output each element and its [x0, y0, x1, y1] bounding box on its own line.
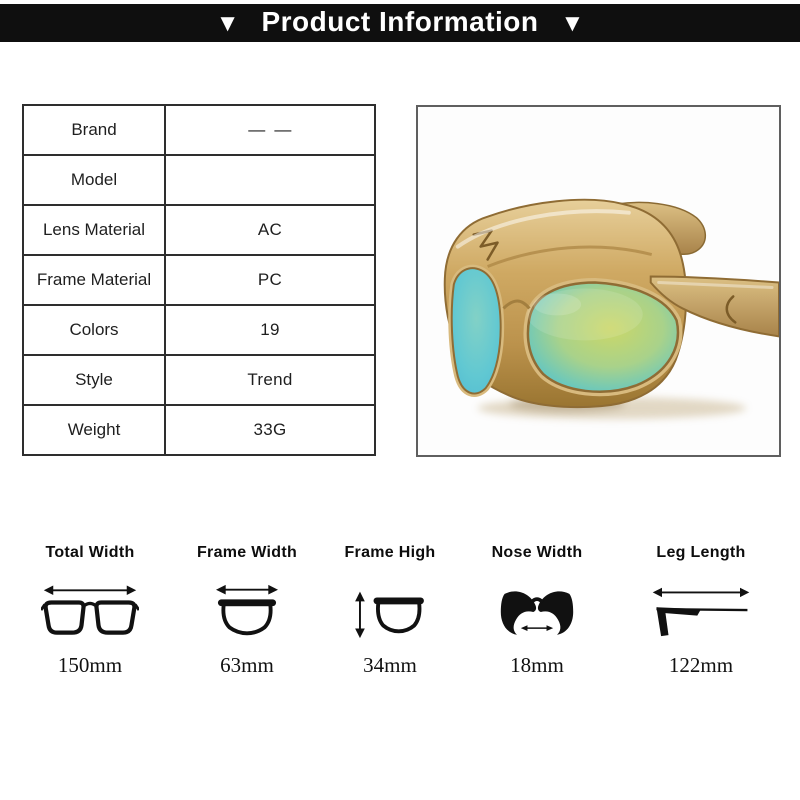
table-row — [23, 305, 375, 355]
section-header-bar — [0, 4, 800, 42]
sunglasses-image — [418, 107, 779, 455]
measurement-label: Frame High — [344, 544, 436, 561]
measurement-value: 150mm — [57, 653, 123, 677]
measurement-value: 18mm — [510, 653, 564, 677]
measurement-frame-width — [172, 544, 322, 678]
measurement-value: 122mm — [668, 653, 734, 677]
spec-label: Model — [23, 155, 165, 205]
spec-label: Colors — [23, 305, 165, 355]
lens-width-icon — [172, 575, 322, 647]
measurement-value: 34mm — [363, 653, 417, 677]
table-row — [23, 155, 375, 205]
measurement-leg-length — [626, 544, 776, 678]
spec-value: AC — [165, 205, 375, 255]
spec-value: PC — [165, 255, 375, 305]
spec-label: Style — [23, 355, 165, 405]
table-row — [23, 205, 375, 255]
measurement-value: 63mm — [220, 653, 274, 677]
table-row — [23, 255, 375, 305]
spec-value: Trend — [165, 355, 375, 405]
spec-value: 33G — [165, 405, 375, 455]
lens-height-icon — [315, 575, 465, 647]
spec-value: 19 — [165, 305, 375, 355]
glasses-front-width-icon — [15, 575, 165, 647]
spec-label: Brand — [23, 105, 165, 155]
measurement-total-width — [15, 544, 165, 678]
spec-value: — — — [165, 105, 375, 155]
measurement-label: Total Width — [45, 544, 135, 561]
spec-table — [22, 104, 376, 456]
spec-label: Frame Material — [23, 255, 165, 305]
spec-label: Weight — [23, 405, 165, 455]
section-title: Product Information — [261, 6, 539, 37]
table-row — [23, 105, 375, 155]
temple-arm-icon — [626, 575, 776, 647]
measurement-label: Leg Length — [656, 544, 746, 561]
measurement-frame-high — [315, 544, 465, 678]
spec-value — [165, 155, 375, 205]
spec-label: Lens Material — [23, 205, 165, 255]
measurement-label: Frame Width — [196, 544, 298, 561]
triangle-down-icon: ▼ — [560, 10, 585, 37]
measurement-label: Nose Width — [491, 544, 583, 561]
product-photo — [416, 105, 781, 457]
measurement-nose-width — [462, 544, 612, 678]
triangle-down-icon: ▼ — [215, 10, 240, 37]
table-row — [23, 405, 375, 455]
nose-bridge-icon — [462, 575, 612, 647]
table-row — [23, 355, 375, 405]
